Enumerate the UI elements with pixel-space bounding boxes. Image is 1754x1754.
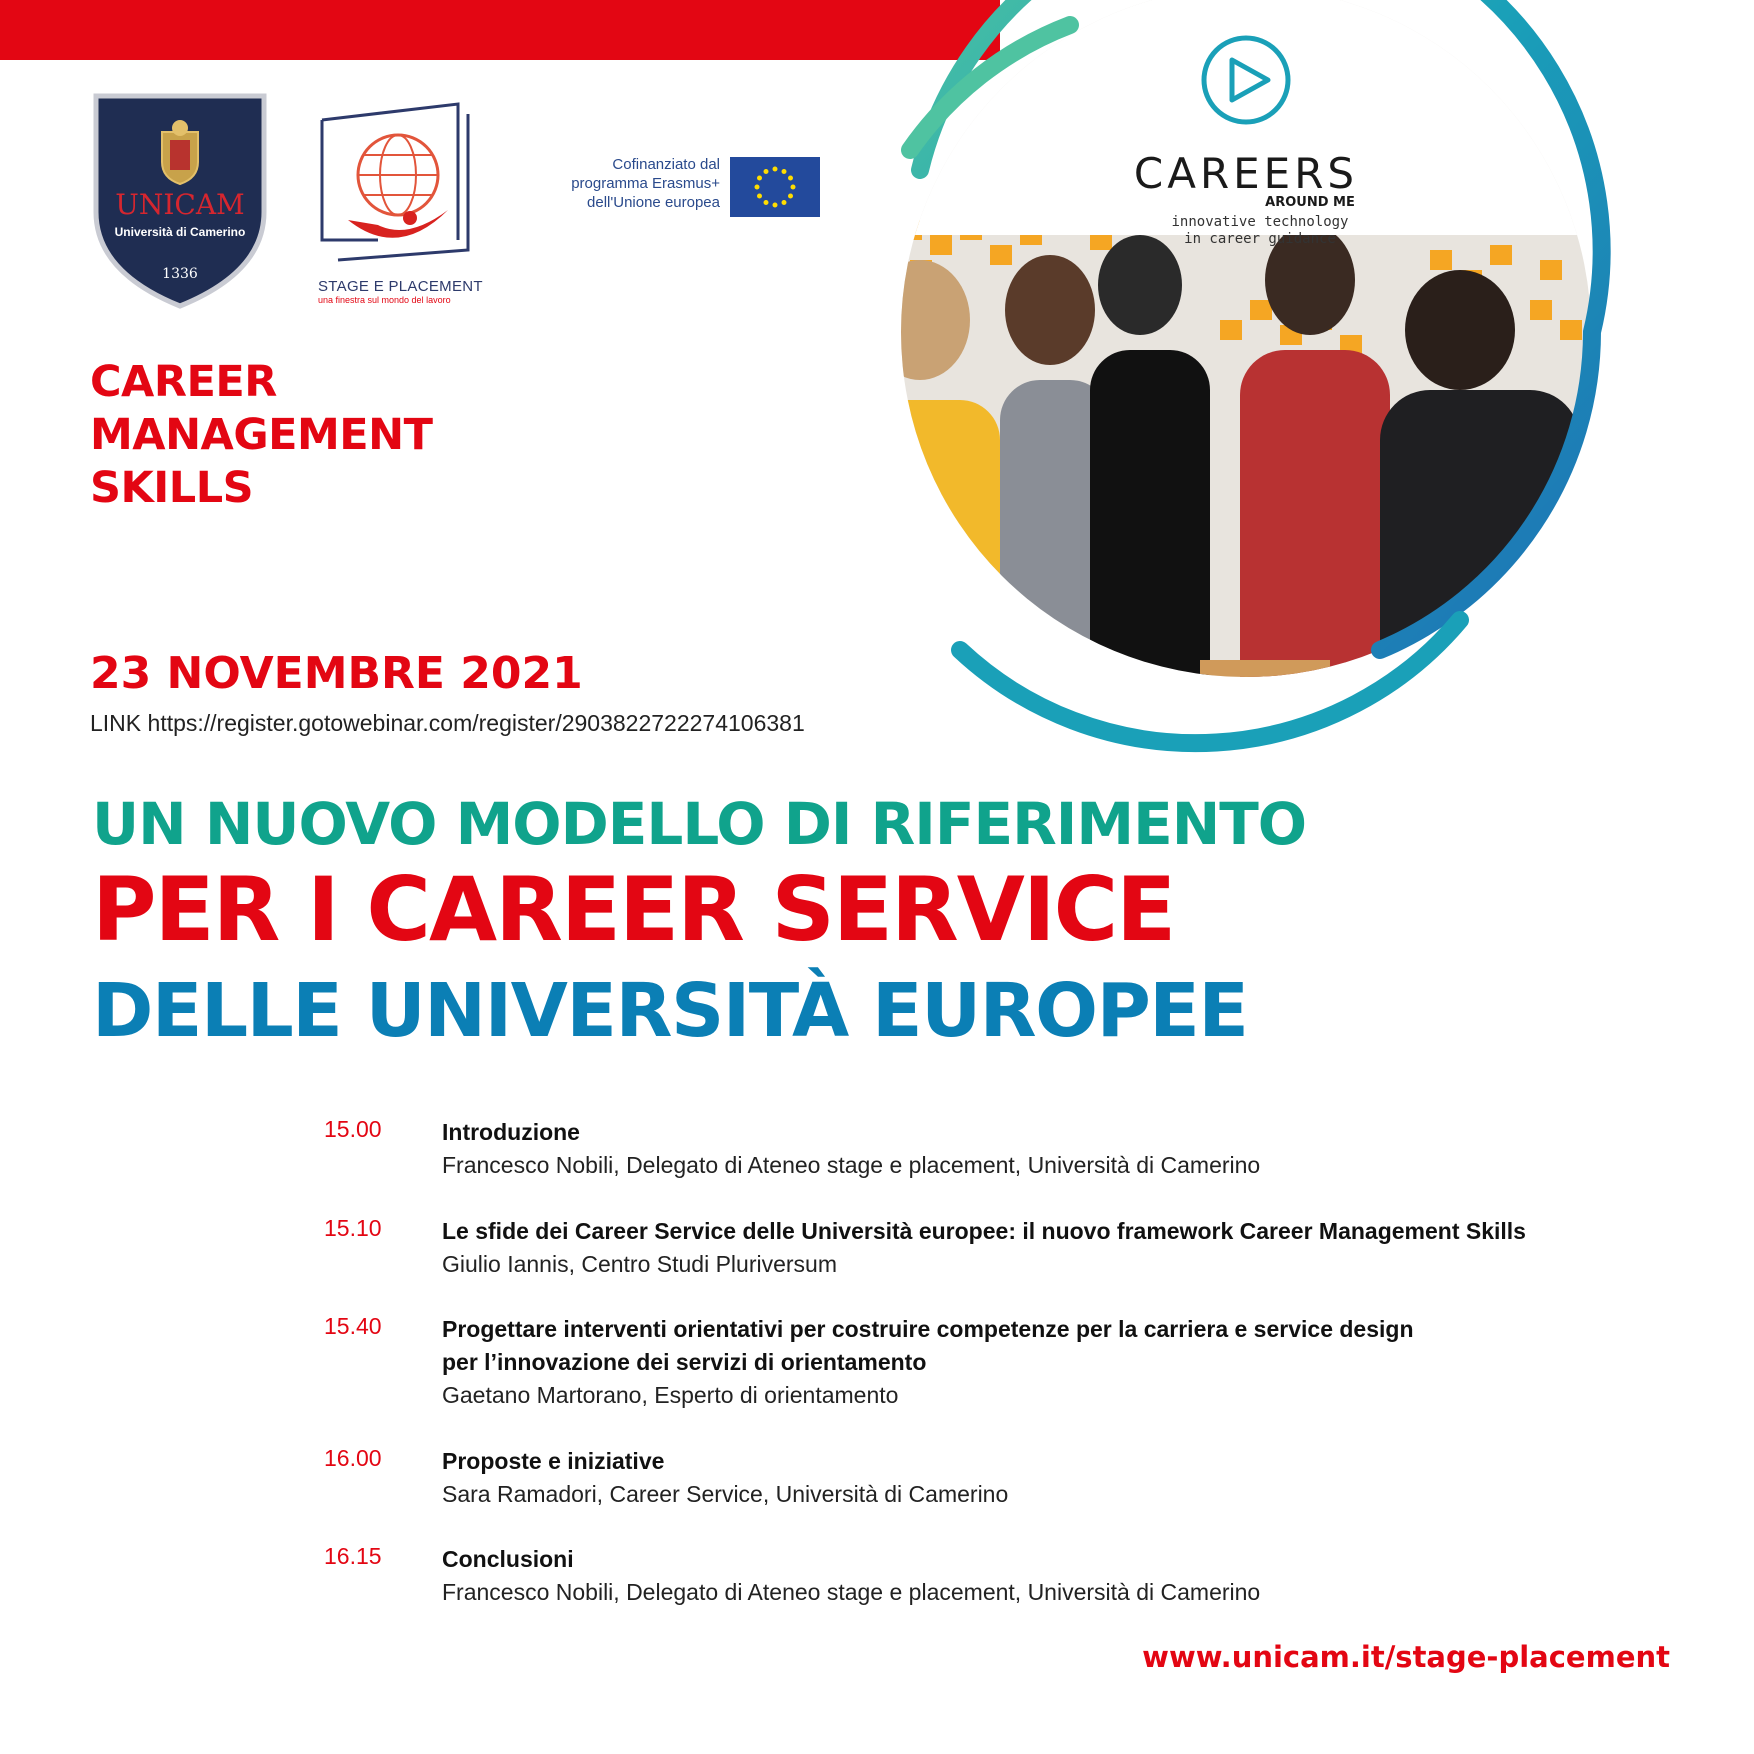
agenda-time: 16.15 — [324, 1543, 382, 1569]
unicam-name: UNICAM — [115, 188, 245, 221]
agenda-title: Introduzione — [442, 1119, 580, 1145]
heading-line2: PER I CAREER SERVICE — [92, 858, 1175, 961]
agenda-speaker: Sara Ramadori, Career Service, Università di Camerino — [442, 1481, 1009, 1507]
registration-link[interactable]: LINK https://register.gotowebinar.com/register/2903822722274106381 — [90, 710, 805, 736]
series-title — [90, 356, 433, 515]
erasmus-line2: programma Erasmus+ — [571, 175, 720, 192]
agenda-time: 15.00 — [324, 1116, 382, 1142]
agenda-time: 15.10 — [324, 1215, 382, 1241]
agenda-title: Conclusioni — [442, 1546, 574, 1572]
event-date: 23 NOVEMBRE 2021 — [90, 648, 583, 699]
agenda-speaker: Francesco Nobili, Delegato di Ateneo stage e placement, Università di Camerino — [442, 1152, 1261, 1178]
agenda-title: Proposte e iniziative — [442, 1448, 665, 1474]
unicam-year: 1336 — [162, 266, 198, 282]
careers-subtitle: AROUND ME — [1265, 195, 1355, 210]
careers-tag2: in career guidance — [1184, 231, 1336, 247]
stage-label: STAGE E PLACEMENT — [318, 278, 483, 295]
agenda-title-line2: per l’innovazione dei servizi di orientamento — [442, 1349, 927, 1375]
series-title-line1: CAREER — [90, 357, 277, 407]
erasmus-line1: Cofinanziato dal — [612, 156, 720, 173]
footer-url[interactable]: www.unicam.it/stage-placement — [1142, 1640, 1670, 1674]
heading-line1: UN NUOVO MODELLO DI RIFERIMENTO — [92, 790, 1307, 858]
agenda-speaker: Giulio Iannis, Centro Studi Pluriversum — [442, 1251, 837, 1277]
careers-tag1: innovative technology — [1171, 214, 1349, 230]
event-photo — [840, 0, 1674, 760]
agenda-title: Progettare interventi orientativi per costruire competenze per la carriera e service design — [442, 1316, 1414, 1342]
stage-placement-logo — [318, 100, 483, 305]
heading-line3: DELLE UNIVERSITÀ EUROPEE — [92, 968, 1248, 1054]
unicam-subtitle: Università di Camerino — [114, 225, 246, 239]
agenda-time: 16.00 — [324, 1445, 382, 1471]
window-globe-icon — [318, 100, 478, 278]
series-title-line2: MANAGEMENT — [90, 410, 433, 460]
agenda-title: Le sfide dei Career Service delle Università europee: il nuovo framework Career Management Skills — [442, 1218, 1526, 1244]
agenda-time: 15.40 — [324, 1313, 382, 1339]
agenda-speaker: Francesco Nobili, Delegato di Ateneo stage e placement, Università di Camerino — [442, 1579, 1261, 1605]
careers-title: CAREERS — [1133, 149, 1359, 198]
series-title-line3: SKILLS — [90, 463, 254, 513]
erasmus-line3: dell'Unione europea — [587, 194, 720, 211]
stage-tagline: una finestra sul mondo del lavoro — [318, 295, 451, 305]
unicam-logo — [92, 92, 268, 312]
erasmus-cofunding — [540, 155, 820, 217]
eu-flag-icon — [730, 157, 820, 217]
agenda-speaker: Gaetano Martorano, Esperto di orientamento — [442, 1382, 899, 1408]
